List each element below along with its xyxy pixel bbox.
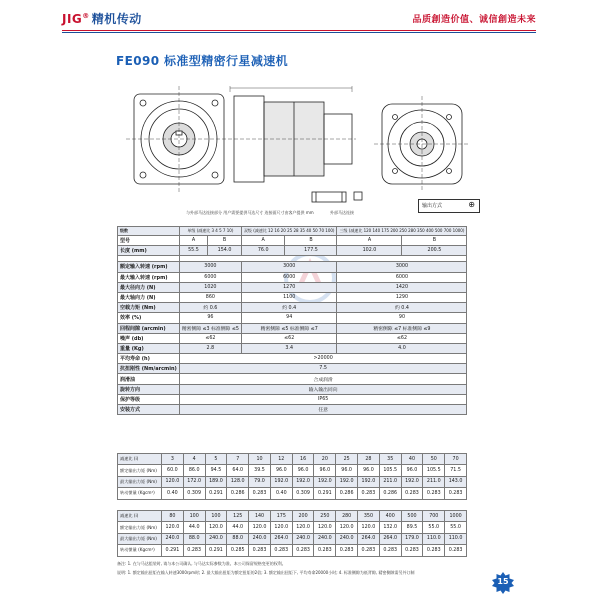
- ratio-value-cell: 0.283: [379, 545, 401, 556]
- ratio-cell: 80: [162, 511, 184, 522]
- side-view: [230, 86, 356, 182]
- front-view-left: [126, 86, 232, 192]
- spec-row: 噪声 (db) ≤62 ≤62 ≤62: [118, 333, 467, 343]
- ratio-value-cell: 0.291: [162, 545, 184, 556]
- ratio-value-cell: 211.0: [423, 476, 445, 487]
- ratio-value-cell: 120.0: [205, 522, 227, 533]
- drawing-note-right: 外部马达连接: [330, 210, 354, 215]
- ratio-data-row: [118, 476, 467, 487]
- ratio-value-cell: 211.0: [379, 476, 401, 487]
- merged-row: 旋转方向 输入输出同向: [118, 384, 467, 394]
- spec-table: [117, 226, 467, 415]
- ratio-value-cell: 189.0: [205, 476, 227, 487]
- ratio-value-cell: 120.0: [314, 522, 336, 533]
- stage-header-label: 级数: [118, 227, 180, 236]
- header-divider-blue: [62, 32, 536, 33]
- ratio-value-cell: 120.0: [336, 522, 358, 533]
- ratio-value-cell: 192.0: [336, 476, 358, 487]
- ratio-value-cell: 86.0: [183, 465, 205, 476]
- ratio-cell: 25: [336, 454, 358, 465]
- footnote-2: 说明: 1. 额定输出扭矩在输入转速3000rpm时; 2. 最大输出扭矩为额定扭矩的2倍; 3. 额定输出扭矩下, 平均寿命20000小时; 4. 标准侧隙为低背隙, 精密侧隙需另外订制: [117, 570, 415, 575]
- ratio-cell: 50: [423, 454, 445, 465]
- length-row: 长度 (mm) 55.5 154.0 76.0 177.5 102.0 200.5: [118, 246, 467, 256]
- ratio-value-cell: 44.0: [227, 522, 249, 533]
- ratio-value-cell: 60.0: [162, 465, 184, 476]
- ratio-value-cell: 96.0: [401, 465, 423, 476]
- ratio-value-cell: 120.0: [162, 522, 184, 533]
- ratio-cell: 125: [227, 511, 249, 522]
- ratio-value-cell: 120.0: [162, 476, 184, 487]
- ratio-header-row: [118, 454, 467, 465]
- ratio-data-row: [118, 488, 467, 499]
- ratio-value-cell: 240.0: [314, 533, 336, 544]
- ratio-cell: 12: [270, 454, 292, 465]
- ratio-value-cell: 0.291: [314, 488, 336, 499]
- ratio-value-cell: 0.283: [445, 545, 467, 556]
- merged-row: 安装方式 任意: [118, 405, 467, 415]
- ratio-cell: 400: [379, 511, 401, 522]
- ratio-value-cell: 88.0: [227, 533, 249, 544]
- brand-logo: [62, 10, 142, 27]
- ratio-value-cell: 0.283: [401, 545, 423, 556]
- ratio-value-cell: 96.0: [292, 465, 314, 476]
- ratio-value-cell: 179.0: [401, 533, 423, 544]
- spec-row: 最大径向力 (N) 1020 1270 1420: [118, 282, 467, 292]
- ratio-cell: 140: [249, 511, 271, 522]
- ratio-value-cell: 0.286: [227, 488, 249, 499]
- page-title: FE090 标准型精密行星减速机: [116, 54, 289, 68]
- stage-header-row: [118, 227, 467, 236]
- ratio-cell: 100: [205, 511, 227, 522]
- mounting-style-box: [418, 199, 480, 213]
- ratio-value-cell: 0.283: [423, 545, 445, 556]
- ratio-row-label: 转动惯量 (Kgcm²): [118, 545, 162, 556]
- ratio-value-cell: 120.0: [249, 522, 271, 533]
- ratio-value-cell: 0.40: [162, 488, 184, 499]
- shaft-key-detail: [312, 192, 362, 202]
- ratio-value-cell: 88.0: [183, 533, 205, 544]
- stage-group: 单级 (减速比 3 4 5 7 10): [179, 227, 241, 236]
- ratio-label: 减速比 (i): [118, 454, 162, 465]
- ratio-value-cell: 0.309: [292, 488, 314, 499]
- ratio-value-cell: 240.0: [205, 533, 227, 544]
- ratio-value-cell: 105.5: [379, 465, 401, 476]
- ratio-value-cell: 120.0: [270, 522, 292, 533]
- ratio-value-cell: 0.309: [183, 488, 205, 499]
- ratio-value-cell: 132.0: [379, 522, 401, 533]
- ratio-value-cell: 55.0: [423, 522, 445, 533]
- ratio-row-label: 额定输出力矩 (Nm): [118, 522, 162, 533]
- ratio-cell: 4: [183, 454, 205, 465]
- ratio-value-cell: 120.0: [358, 522, 380, 533]
- spec-row: 重量 (Kg) 2.8 3.4 4.0: [118, 343, 467, 353]
- ratio-value-cell: 264.0: [379, 533, 401, 544]
- ratio-value-cell: 0.291: [205, 488, 227, 499]
- ratio-value-cell: 0.285: [227, 545, 249, 556]
- ratio-value-cell: 128.0: [227, 476, 249, 487]
- ratio-value-cell: 0.283: [445, 488, 467, 499]
- footnote-1: 备注: 1. 在与马达组装时, 请与本公司确认, 与马达实际参数为准。本公司保留规格变更的权利。: [117, 561, 286, 566]
- ratio-value-cell: 0.283: [401, 488, 423, 499]
- ratio-cell: 20: [314, 454, 336, 465]
- spec-row: 空载力矩 (Nm) 约 0.6 约 0.4 约 0.4: [118, 303, 467, 313]
- ratio-value-cell: 240.0: [249, 533, 271, 544]
- ratio-value-cell: 172.0: [183, 476, 205, 487]
- stage-group: 双级 (减速比 12 16 20 25 28 35 40 50 70 100): [241, 227, 337, 236]
- ratio-value-cell: 240.0: [292, 533, 314, 544]
- ratio-value-cell: 0.283: [358, 488, 380, 499]
- ratio-value-cell: 0.283: [358, 545, 380, 556]
- spec-row: 最大轴向力 (N) 860 1100 1290: [118, 292, 467, 302]
- ratio-value-cell: 120.0: [292, 522, 314, 533]
- brand-reg: ®: [82, 12, 90, 20]
- ratio-value-cell: 0.283: [314, 545, 336, 556]
- ratio-value-cell: 192.0: [358, 476, 380, 487]
- merged-row: 保护等级 IP65: [118, 394, 467, 404]
- ratio-value-cell: 39.5: [249, 465, 271, 476]
- stage-group: 三级 (减速比 120 140 175 200 250 280 350 400 500 700 1000): [337, 227, 467, 236]
- spec-row: 额定输入转速 (rpm) 3000 3000 3000: [118, 262, 467, 272]
- ratio-value-cell: 71.5: [445, 465, 467, 476]
- ratio-cell: 3: [162, 454, 184, 465]
- ratio-row-label: 转动惯量 (Kgcm²): [118, 488, 162, 499]
- ratio-cell: 100: [183, 511, 205, 522]
- crosshair-icon: ⊕: [468, 200, 475, 209]
- ratio-value-cell: 94.5: [205, 465, 227, 476]
- ratio-value-cell: 79.0: [249, 476, 271, 487]
- ratio-header-row: [118, 511, 467, 522]
- type-row: 型号 A B A B A B: [118, 236, 467, 246]
- ratio-cell: 280: [336, 511, 358, 522]
- ratio-value-cell: 96.0: [358, 465, 380, 476]
- ratio-row-label: 最大输出力矩 (Nm): [118, 533, 162, 544]
- spec-row: 最大输入转速 (rpm) 6000 6000 6000: [118, 272, 467, 282]
- ratio-data-row: [118, 465, 467, 476]
- ratio-table-2: [117, 510, 467, 557]
- rear-view-right: [374, 96, 470, 192]
- merged-row: 平均寿命 (h) >20000: [118, 354, 467, 364]
- merged-row: 润滑油 合成润滑: [118, 374, 467, 384]
- ratio-cell: 350: [358, 511, 380, 522]
- ratio-value-cell: 0.286: [336, 488, 358, 499]
- ratio-value-cell: 105.5: [423, 465, 445, 476]
- page-number: 15: [497, 577, 509, 586]
- ratio-value-cell: 240.0: [336, 533, 358, 544]
- merged-row: 抗扭刚性 (Nm/arcmin) 7.5: [118, 364, 467, 374]
- ratio-value-cell: 0.283: [183, 545, 205, 556]
- ratio-cell: 5: [205, 454, 227, 465]
- ratio-value-cell: 96.0: [314, 465, 336, 476]
- ratio-cell: 200: [292, 511, 314, 522]
- ratio-value-cell: 96.0: [336, 465, 358, 476]
- ratio-value-cell: 192.0: [292, 476, 314, 487]
- ratio-cell: 35: [379, 454, 401, 465]
- ratio-value-cell: 89.5: [401, 522, 423, 533]
- ratio-cell: 250: [314, 511, 336, 522]
- ratio-value-cell: 264.0: [358, 533, 380, 544]
- brand-en: JIG: [62, 12, 83, 26]
- ratio-cell: 700: [423, 511, 445, 522]
- ratio-cell: 40: [401, 454, 423, 465]
- ratio-cell: 175: [270, 511, 292, 522]
- ratio-table-1: [117, 453, 467, 500]
- ratio-value-cell: 0.283: [423, 488, 445, 499]
- brand-cn: 精机传动: [91, 12, 142, 26]
- header-divider: [62, 30, 536, 31]
- ratio-cell: 1000: [445, 511, 467, 522]
- spec-row: 回程间隙 (arcmin) 精密侧隙 ≤3 标准侧隙 ≤5 精密侧隙 ≤5 标准侧隙 ≤7 精密侧隙 ≤7 标准侧隙 ≤9: [118, 323, 467, 333]
- ratio-value-cell: 0.291: [205, 545, 227, 556]
- ratio-value-cell: 0.283: [336, 545, 358, 556]
- ratio-value-cell: 0.286: [379, 488, 401, 499]
- drawing-note-left: 与外部马达连接部分 用户需要提供马达尺寸 连接面尺寸由客户提供 mm: [186, 210, 314, 215]
- slogan: 品质創造价值、诚信創造未来: [412, 15, 536, 25]
- ratio-cell: 7: [227, 454, 249, 465]
- ratio-value-cell: 96.0: [270, 465, 292, 476]
- ratio-cell: 10: [249, 454, 271, 465]
- ratio-value-cell: 192.0: [314, 476, 336, 487]
- ratio-value-cell: 240.0: [162, 533, 184, 544]
- spec-row: 效率 (%) 96 94 90: [118, 313, 467, 323]
- ratio-value-cell: 143.0: [445, 476, 467, 487]
- ratio-value-cell: 0.283: [249, 545, 271, 556]
- ratio-label: 减速比 (i): [118, 511, 162, 522]
- ratio-row-label: 额定输出力矩 (Nm): [118, 465, 162, 476]
- ratio-value-cell: 55.0: [445, 522, 467, 533]
- ratio-value-cell: 0.283: [292, 545, 314, 556]
- ratio-data-row: [118, 522, 467, 533]
- ratio-value-cell: 264.0: [270, 533, 292, 544]
- ratio-value-cell: 192.0: [270, 476, 292, 487]
- ratio-value-cell: 110.0: [423, 533, 445, 544]
- ratio-cell: 16: [292, 454, 314, 465]
- ratio-cell: 70: [445, 454, 467, 465]
- ratio-row-label: 最大输出力矩 (Nm): [118, 476, 162, 487]
- ratio-cell: 500: [401, 511, 423, 522]
- mounting-label: 输出方式: [422, 203, 443, 209]
- ratio-data-row: [118, 545, 467, 556]
- ratio-value-cell: 110.0: [445, 533, 467, 544]
- ratio-value-cell: 192.0: [401, 476, 423, 487]
- ratio-value-cell: 0.283: [249, 488, 271, 499]
- ratio-value-cell: 0.40: [270, 488, 292, 499]
- ratio-value-cell: 64.0: [227, 465, 249, 476]
- ratio-value-cell: 0.283: [270, 545, 292, 556]
- ratio-value-cell: 44.0: [183, 522, 205, 533]
- ratio-cell: 28: [358, 454, 380, 465]
- ratio-data-row: [118, 533, 467, 544]
